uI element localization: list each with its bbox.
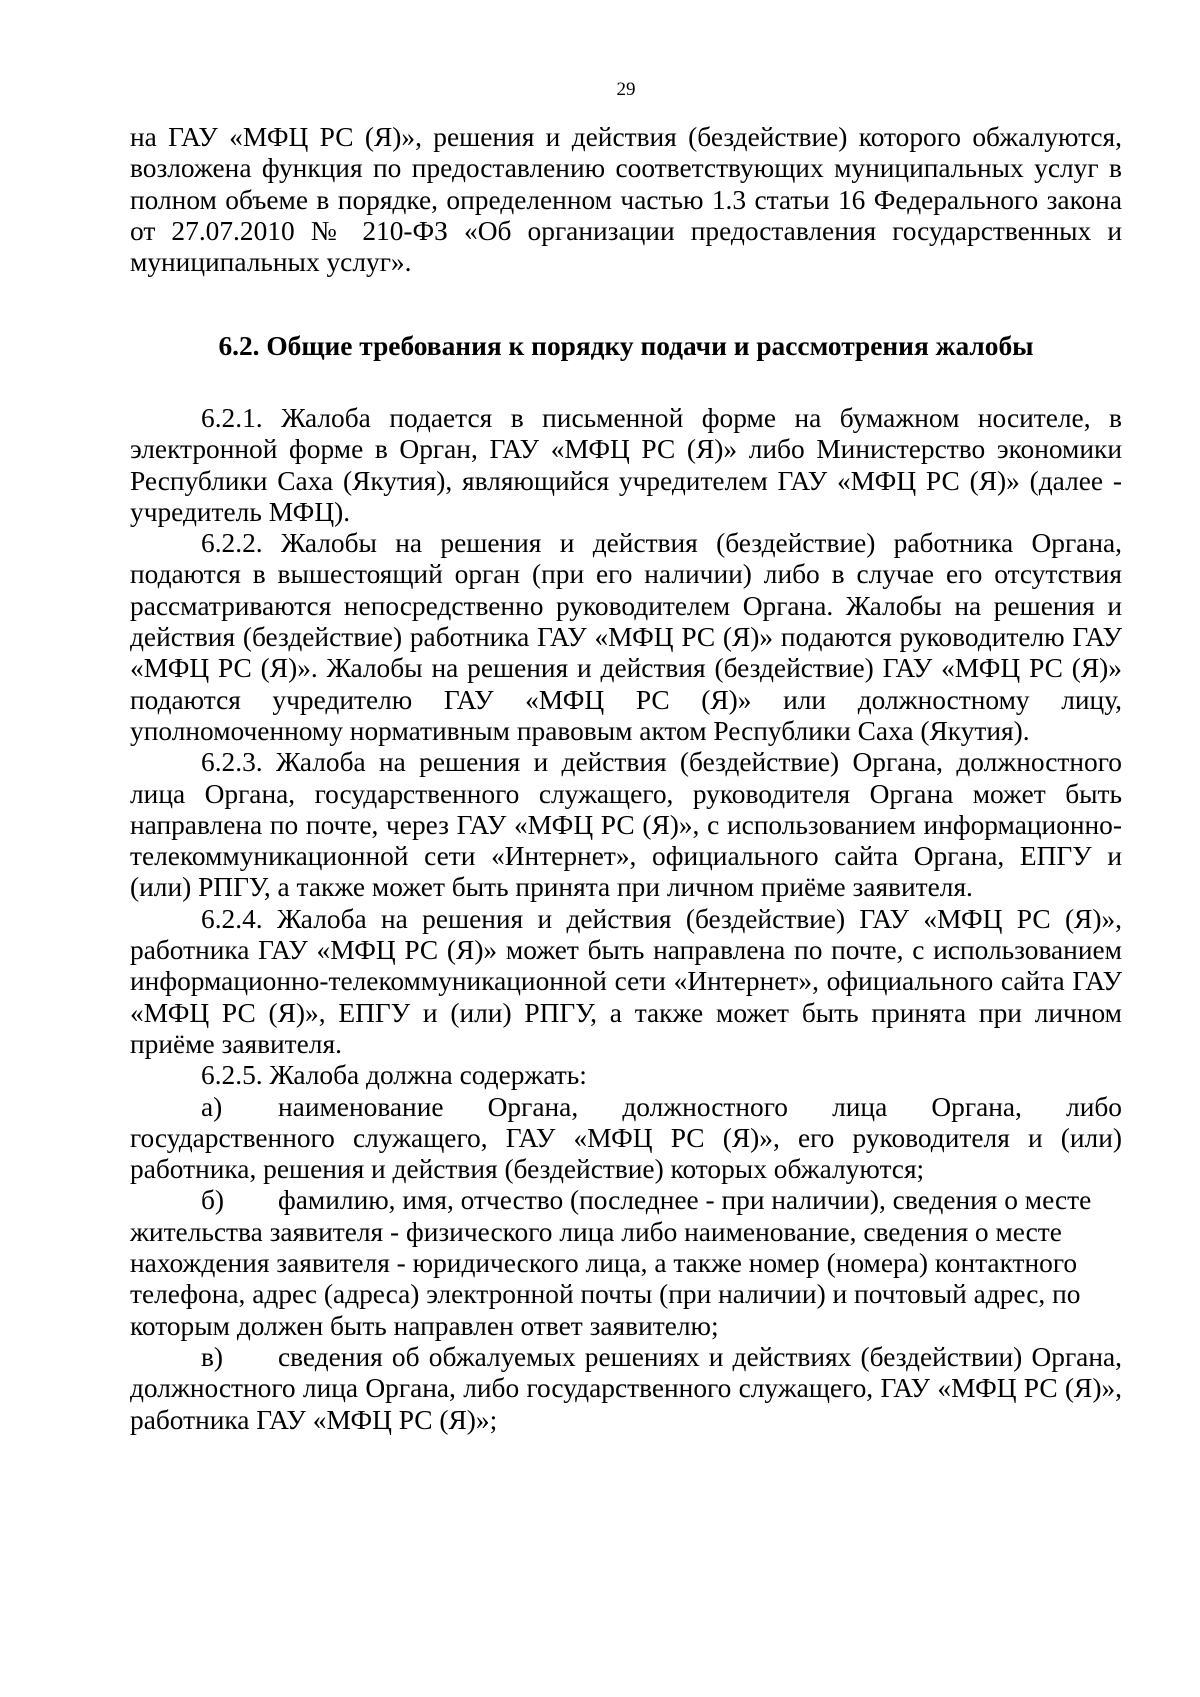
intro-paragraph: на ГАУ «МФЦ РС (Я)», решения и действия (бездействие) которого обжалуются, возложена функция по предоставлению соответствующих муниципальных услуг в полном объеме в порядке, определенном частью 1.3 статьи 16 Федерального закона от 27.07.2010 № 210-ФЗ «Об организации предоставления государственных и муниципальных услуг». [130,122,1122,278]
paragraph-6-2-4: 6.2.4. Жалоба на решения и действия (бездействие) ГАУ «МФЦ РС (Я)», работника ГАУ «МФЦ РС (Я)» может быть направлена по почте, с использованием информационно-телекоммуникационной сети «Интернет», официального сайта ГАУ «МФЦ РС (Я)», ЕПГУ и (или) РПГУ, а также может быть принята при личном приёме заявителя. [130,903,1122,1059]
page-number: 29 [616,79,636,100]
paragraph-6-2-1: 6.2.1. Жалоба подается в письменной форме на бумажном носителе, в электронной форме в Орган, ГАУ «МФЦ РС (Я)» либо Министерство экономики Республики Саха (Якутия), являющийся учредителем ГАУ «МФЦ РС (Я)» (далее - учредитель МФЦ). [130,403,1122,527]
intro-block [130,122,1122,278]
list-item-b [130,1185,1122,1341]
list-marker-b: б) [201,1185,225,1216]
list-text-a: наименование Органа, должностного лица Органа, либо государственного служащего, ГАУ «МФЦ РС (Я)», его руководителя и (или) работника, решения и действия (бездействие) которых обжалуются; [130,1091,1122,1185]
list-marker-c: в) [201,1341,224,1372]
paragraph-6-2-5: 6.2.5. Жалоба должна содержать: [201,1060,587,1091]
paragraph-6-2-2: 6.2.2. Жалобы на решения и действия (бездействие) работника Органа, подаются в вышестоящий орган (при его наличии) либо в случае его отсутствия рассматриваются непосредственно руководителем Органа. Жалобы на решения и действия (бездействие) работника ГАУ «МФЦ РС (Я)» подаются руководителю ГАУ «МФЦ РС (Я)». Жалобы на решения и действия (бездействие) ГАУ «МФЦ РС (Я)» подаются учредителю ГАУ «МФЦ РС (Я)» или должностному лицу, уполномоченному нормативным правовым актом Республики Саха (Якутия). [130,528,1122,746]
list-text-c: сведения об обжалуемых решениях и действиях (бездействии) Органа, должностного лица Органа, либо государственного служащего, ГАУ «МФЦ РС (Я)», работника ГАУ «МФЦ РС (Я)»; [130,1341,1122,1435]
list-item-c [130,1342,1122,1436]
main-text-block [130,403,1122,1436]
section-heading: 6.2. Общие требования к порядку подачи и рассмотрения жалобы [218,331,1034,361]
list-marker-a: а) [201,1091,223,1122]
list-item-a [130,1092,1122,1186]
list-text-b: фамилию, имя, отчество (последнее - при наличии), сведения о месте жительства заявителя - физического лица либо наименование, сведения о месте нахождения заявителя - юридического лица, а также номер (номера) контактного телефона, адрес (адреса) электронной почты (при наличии) и почтовый адрес, по которым должен быть направлен ответ заявителю; [130,1185,1092,1341]
paragraph-6-2-3: 6.2.3. Жалоба на решения и действия (бездействие) Органа, должностного лица Органа, государственного служащего, руководителя Органа может быть направлена по почте, через ГАУ «МФЦ РС (Я)», с использованием информационно-телекоммуникационной сети «Интернет», официального сайта Органа, ЕПГУ и (или) РПГУ, а также может быть принята при личном приёме заявителя. [130,747,1122,903]
